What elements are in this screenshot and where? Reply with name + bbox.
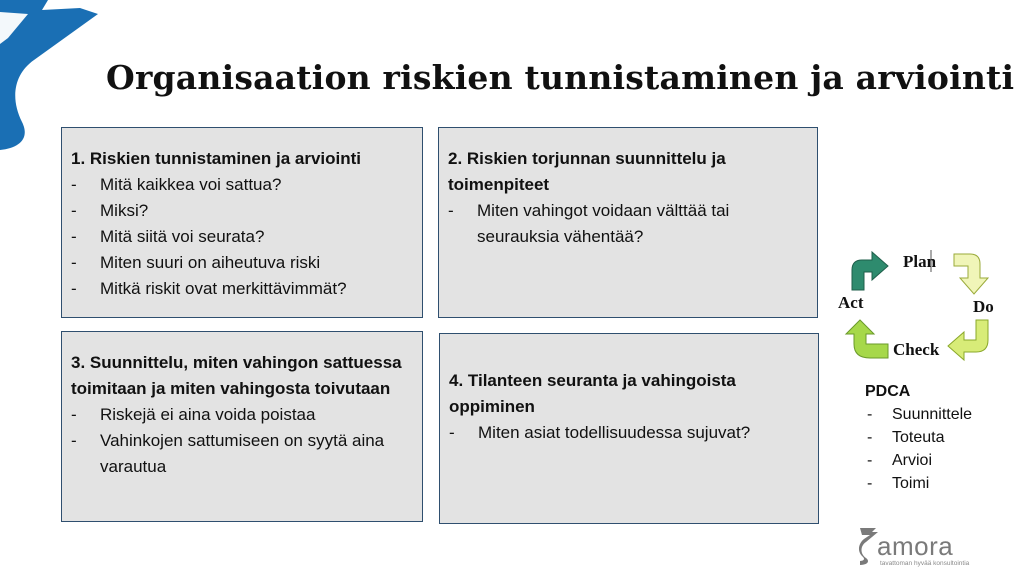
step-box-1 — [61, 127, 423, 318]
pdca-heading: PDCA — [865, 383, 911, 400]
do-arrow-icon — [948, 320, 988, 360]
logo-wordmark: amora — [877, 531, 954, 561]
step-box-2 — [438, 127, 818, 318]
step-box-4 — [439, 333, 819, 524]
step-list — [448, 198, 807, 250]
list-item: - Miksi? — [71, 198, 412, 224]
step-box-3 — [61, 331, 423, 522]
step-heading: 1. Riskien tunnistaminen ja arviointi — [71, 149, 362, 168]
act-arrow-icon — [852, 252, 888, 290]
step-list — [71, 402, 412, 480]
slide-title: Organisaation riskien tunnistaminen ja arviointi — [106, 58, 1015, 97]
check-arrow-icon — [846, 320, 888, 358]
pdca-check-label: Check — [893, 340, 940, 359]
list-item: - Arvioi — [865, 449, 972, 472]
step-heading: 2. Riskien torjunnan suunnittelu ja toimenpiteet — [448, 149, 726, 194]
step-heading: 4. Tilanteen seuranta ja vahingoista oppiminen — [449, 371, 736, 416]
list-item: - Toteuta — [865, 426, 972, 449]
list-item: - Mitä kaikkea voi sattua? — [71, 172, 412, 198]
step-list — [71, 172, 412, 302]
logo-tagline: tavattoman hyvää konsultointia — [880, 560, 970, 567]
list-item: - Toimi — [865, 472, 972, 495]
list-item: - Suunnittele — [865, 403, 972, 426]
list-item: - Miten asiat todellisuudessa sujuvat? — [449, 420, 808, 446]
step-list — [449, 420, 808, 446]
step-heading: 3. Suunnittelu, miten vahingon sattuessa toimitaan ja miten vahingosta toivutaan — [71, 353, 402, 398]
list-item: - Miten suuri on aiheutuva riski — [71, 250, 412, 276]
pdca-act-label: Act — [838, 293, 864, 312]
plan-arrow-icon — [954, 254, 988, 294]
pdca-legend — [865, 380, 972, 495]
list-item: - Riskejä ei aina voida poistaa — [71, 402, 412, 428]
list-item: - Mitkä riskit ovat merkittävimmät? — [71, 276, 412, 302]
pdca-do-label: Do — [973, 297, 994, 316]
pdca-plan-label: Plan — [903, 252, 937, 271]
list-item: - Vahinkojen sattumiseen on syytä aina varautua — [71, 428, 412, 480]
list-item: - Miten vahingot voidaan välttää tai seurauksia vähentää? — [448, 198, 807, 250]
list-item: - Mitä siitä voi seurata? — [71, 224, 412, 250]
